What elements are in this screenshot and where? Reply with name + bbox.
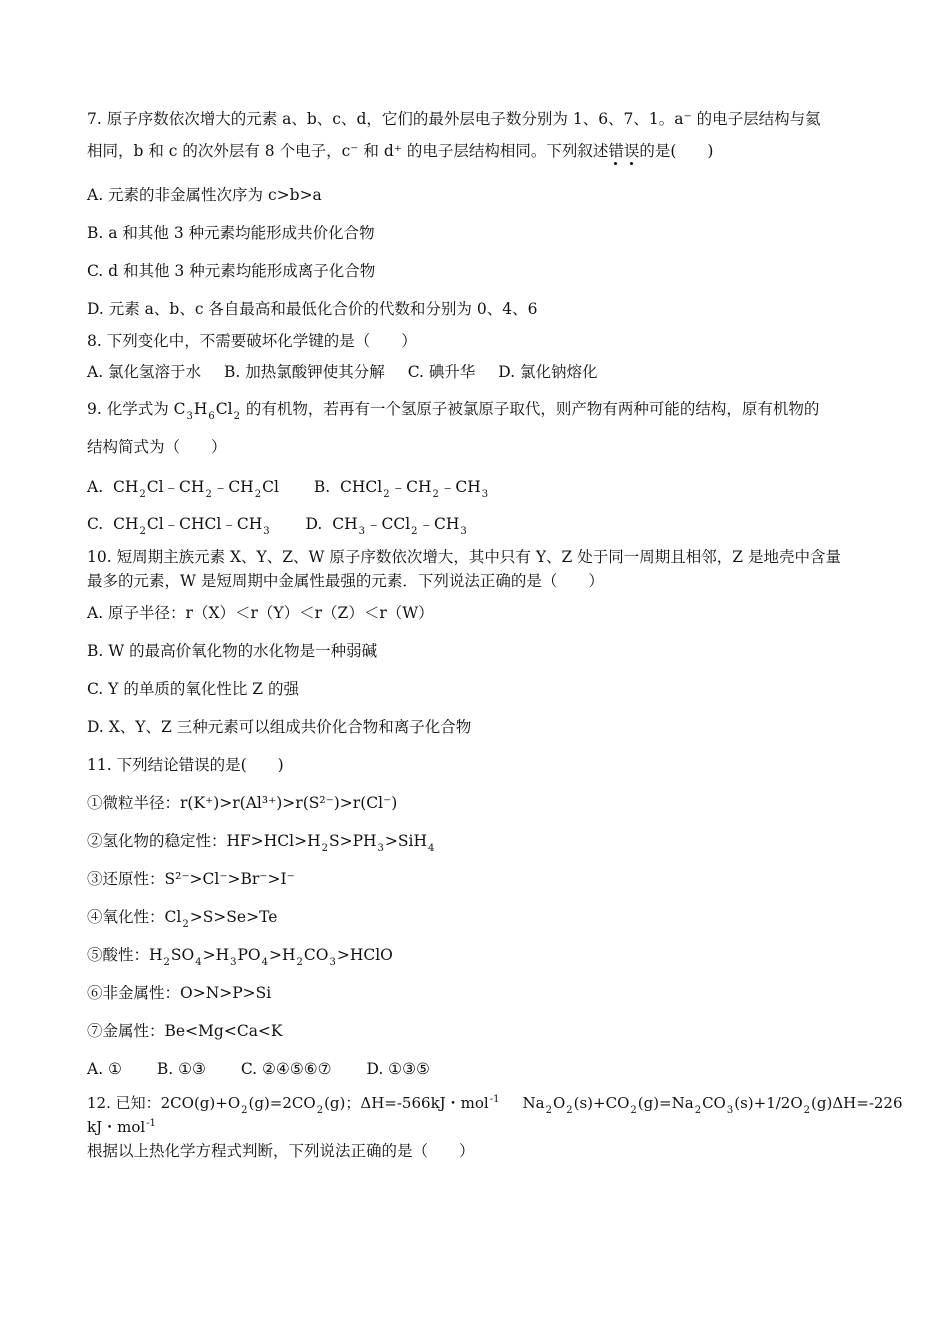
q7-stem-line1: 7. 原子序数依次增大的元素 a、b、c、d，它们的最外层电子数分别为 1、6、7、1。a⁻ 的电子层结构与氦	[87, 110, 821, 128]
q9-options-ab	[87, 476, 489, 501]
q7-option-b: B. a 和其他 3 种元素均能形成共价化合物	[87, 224, 375, 242]
q10-option-b: B. W 的最高价氧化物的水化物是一种弱碱	[87, 642, 378, 660]
q7-stem-line2: 相同，b 和 c 的次外层有 8 个电子，c⁻ 和 d⁺ 的电子层结构相同。下列叙述错误 的是( )	[87, 140, 713, 162]
q11-item-2: ②氢化物的稳定性：$HF>HCl>H_2S>PH_3>SiH_4$	[87, 832, 435, 854]
q9-stem-line2: 结构简式为（ ）	[87, 438, 227, 456]
q9-options-cd	[87, 513, 468, 538]
q7-emphasis: 错误	[608, 142, 639, 160]
q9-option-b: B. $CHCl_2﹣CH_2﹣CH_3$	[313, 478, 489, 500]
q11-item-6: ⑥非金属性：O>N>P>Si	[87, 984, 272, 1002]
q12-stem-line3: 根据以上热化学方程式判断，下列说法正确的是（ ）	[87, 1142, 475, 1160]
q10-option-d: D. X、Y、Z 三种元素可以组成共价化合物和离子化合物	[87, 718, 472, 736]
q8-stem: 8. 下列变化中，不需要破坏化学键的是（ ）	[87, 332, 417, 350]
q9-option-c: C. $CH_2Cl﹣CHCl﹣CH_3$	[87, 515, 270, 537]
q9-stem-line1: 9. 化学式为 $C_3H_6Cl_2$ 的有机物，若再有一个氢原子被氯原子取代，则产物有两种可能的结构，原有机物的	[87, 400, 820, 422]
q8-option-c: C. 碘升华	[407, 363, 476, 381]
q11-item-5: ⑤酸性：$H_2SO_4>H_3PO_4>H_2CO_3>HClO$	[87, 946, 393, 968]
q11-item-7: ⑦金属性：Be<Mg<Ca<K	[87, 1022, 283, 1040]
q11-option-d: D. ①③⑤	[366, 1060, 430, 1078]
q11-option-a: A. ①	[87, 1060, 122, 1078]
q12-stem-line2: kJ・mol$^{-1}$	[87, 1118, 156, 1136]
q11-option-b: B. ①③	[156, 1060, 206, 1078]
q8-option-d: D. 氯化钠熔化	[498, 363, 598, 381]
q10-option-a: A. 原子半径：r（X）＜r（Y）＜r（Z）＜r（W）	[87, 604, 434, 622]
q9-option-d: D. $CH_3﹣CCl_2﹣CH_3$	[305, 515, 467, 537]
q8-option-b: B. 加热氯酸钾使其分解	[224, 363, 385, 381]
q10-option-c: C. Y 的单质的氧化性比 Z 的强	[87, 680, 299, 698]
q12-stem-line1: 12. 已知：$2CO(g)+O_2(g)=2CO_2(g)$；ΔH=-566kJ・mol$^{-1}$ $Na_2O_2(s)+CO_2(g)=Na_2CO_3(s)+1/2O_2(g)\Delta H=-226$	[87, 1094, 903, 1116]
q9-option-a: A. $CH_2Cl﹣CH_2﹣CH_2Cl$	[87, 478, 279, 500]
q10-stem-line2: 最多的元素，W 是短周期中金属性最强的元素．下列说法正确的是（ ）	[87, 572, 604, 590]
q11-options	[87, 1058, 430, 1080]
q7-option-d: D. 元素 a、b、c 各自最高和最低化合价的代数和分别为 0、4、6	[87, 300, 538, 318]
q8-option-a: A. 氯化氢溶于水	[87, 363, 202, 381]
q7-option-c: C. d 和其他 3 种元素均能形成离子化合物	[87, 262, 376, 280]
q11-item-1: ①微粒半径：r(K⁺)>r(Al³⁺)>r(S²⁻)>r(Cl⁻)	[87, 794, 398, 812]
q8-options	[87, 361, 598, 383]
q11-item-3: ③还原性：S²⁻>Cl⁻>Br⁻>I⁻	[87, 870, 295, 888]
q11-item-4: ④氧化性：$Cl_2>S>Se>Te$	[87, 908, 278, 930]
q11-option-c: C. ②④⑤⑥⑦	[240, 1060, 332, 1078]
q10-stem-line1: 10. 短周期主族元素 X、Y、Z、W 原子序数依次增大，其中只有 Y、Z 处于同一周期且相邻，Z 是地壳中含量	[87, 548, 841, 566]
q11-stem: 11. 下列结论错误的是( )	[87, 756, 284, 774]
q7-option-a: A. 元素的非金属性次序为 c>b>a	[87, 186, 322, 204]
